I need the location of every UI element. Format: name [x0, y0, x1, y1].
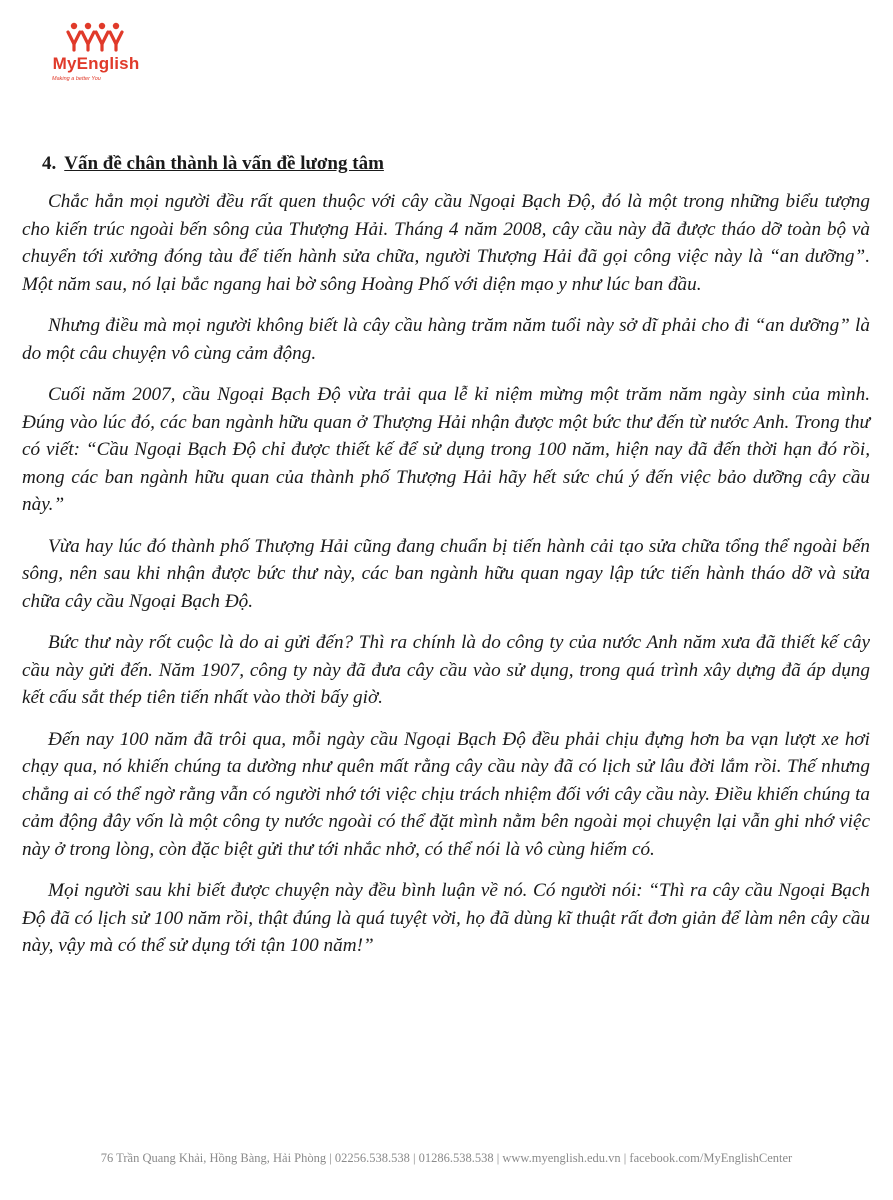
section-title: Vấn đề chân thành là vấn đề lương tâm [64, 153, 384, 174]
paragraph: Vừa hay lúc đó thành phố Thượng Hải cũng đang chuẩn bị tiến hành cải tạo sửa chữa tổng thể ngoài bến sông, nên sau khi nhận được bức thư này, các ban ngành hữu quan ngay lập tức tiến hành tháo dỡ và sửa chữa cây cầu Ngoại Bạch Độ. [22, 535, 870, 612]
paragraph: Bức thư này rốt cuộc là do ai gửi đến? Thì ra chính là do công ty của nước Anh năm xưa đã thiết kế cây cầu này gửi đến. Năm 1907, công ty này đã đưa cây cầu vào sử dụng, trong quá trình xây dựng đã áp dụng kết cấu sắt thép tiên tiến nhất vào thời bấy giờ. [22, 632, 870, 708]
paragraph: Chắc hẳn mọi người đều rất quen thuộc với cây cầu Ngoại Bạch Độ, đó là một trong những biểu tượng cho kiến trúc ngoài bến sông của Thượng Hải. Tháng 4 năm 2008, cây cầu này đã được tháo dỡ toàn bộ và chuyển tới xưởng đóng tàu để tiến hành sửa chữa, người Thượng Hải đã gọi công việc này là “an dưỡng”. Một năm sau, nó lại bắc ngang hai bờ sông Hoàng Phố với diện mạo y như lúc ban đầu. [22, 191, 870, 295]
section-heading [42, 150, 870, 178]
logo-name: MyEnglish [52, 54, 140, 73]
paragraph: Mọi người sau khi biết được chuyện này đều bình luận về nó. Có người nói: “Thì ra cây cầu Ngoại Bạch Độ đã có lịch sử 100 năm rồi, thật đúng là quá tuyệt vời, họ đã dùng kĩ thuật rất đơn giản để làm nên cây cầu này, vậy mà có thể sử dụng tới tận 100 năm!” [22, 880, 870, 956]
logo-tagline: Making a better You [52, 76, 101, 82]
myenglish-logo [46, 20, 156, 90]
section-number: 4. [42, 153, 57, 174]
document-body [22, 150, 870, 974]
people-logo-icon [66, 20, 126, 52]
paragraph: Cuối năm 2007, cầu Ngoại Bạch Độ vừa trải qua lễ kỉ niệm mừng một trăm năm ngày sinh của mình. Đúng vào lúc đó, các ban ngành hữu quan ở Thượng Hải nhận được một bức thư đến từ nước Anh. Trong thư có viết: “Cầu Ngoại Bạch Độ chỉ được thiết kế để sử dụng trong 100 năm, hiện nay đã đến thời hạn đó rồi, mong các ban ngành hữu quan của thành phố Thượng Hải hãy hết sức chú ý đến việc bảo dưỡng cây cầu này.” [22, 384, 870, 515]
paragraph: Đến nay 100 năm đã trôi qua, mỗi ngày cầu Ngoại Bạch Độ đều phải chịu đựng hơn ba vạn lượt xe hơi chạy qua, nó khiến chúng ta dường như quên mất rằng cây cầu này đã có lịch sử lâu đời lắm rồi. Thế nhưng chẳng ai có thể ngờ rằng vẫn có người nhớ tới việc chịu trách nhiệm đối với cây cầu này. Điều khiến chúng ta cảm động đây vốn là một công ty nước ngoài có thể đặt mình nằm bên ngoài mọi chuyện lại vẫn ghi nhớ việc này ở trong lòng, còn đặc biệt gửi thư tới nhắc nhở, có thể nói là vô cùng hiếm có. [22, 728, 870, 860]
paragraph: Nhưng điều mà mọi người không biết là cây cầu hàng trăm năm tuổi này sở dĩ phải cho đi “an dưỡng” là do một câu chuyện vô cùng cảm động. [22, 315, 870, 364]
page-footer: 76 Trần Quang Khải, Hồng Bàng, Hải Phòng | 02256.538.538 | 01286.538.538 | www.myenglish.edu.vn | facebook.com/MyEnglishCenter [100, 1151, 793, 1165]
